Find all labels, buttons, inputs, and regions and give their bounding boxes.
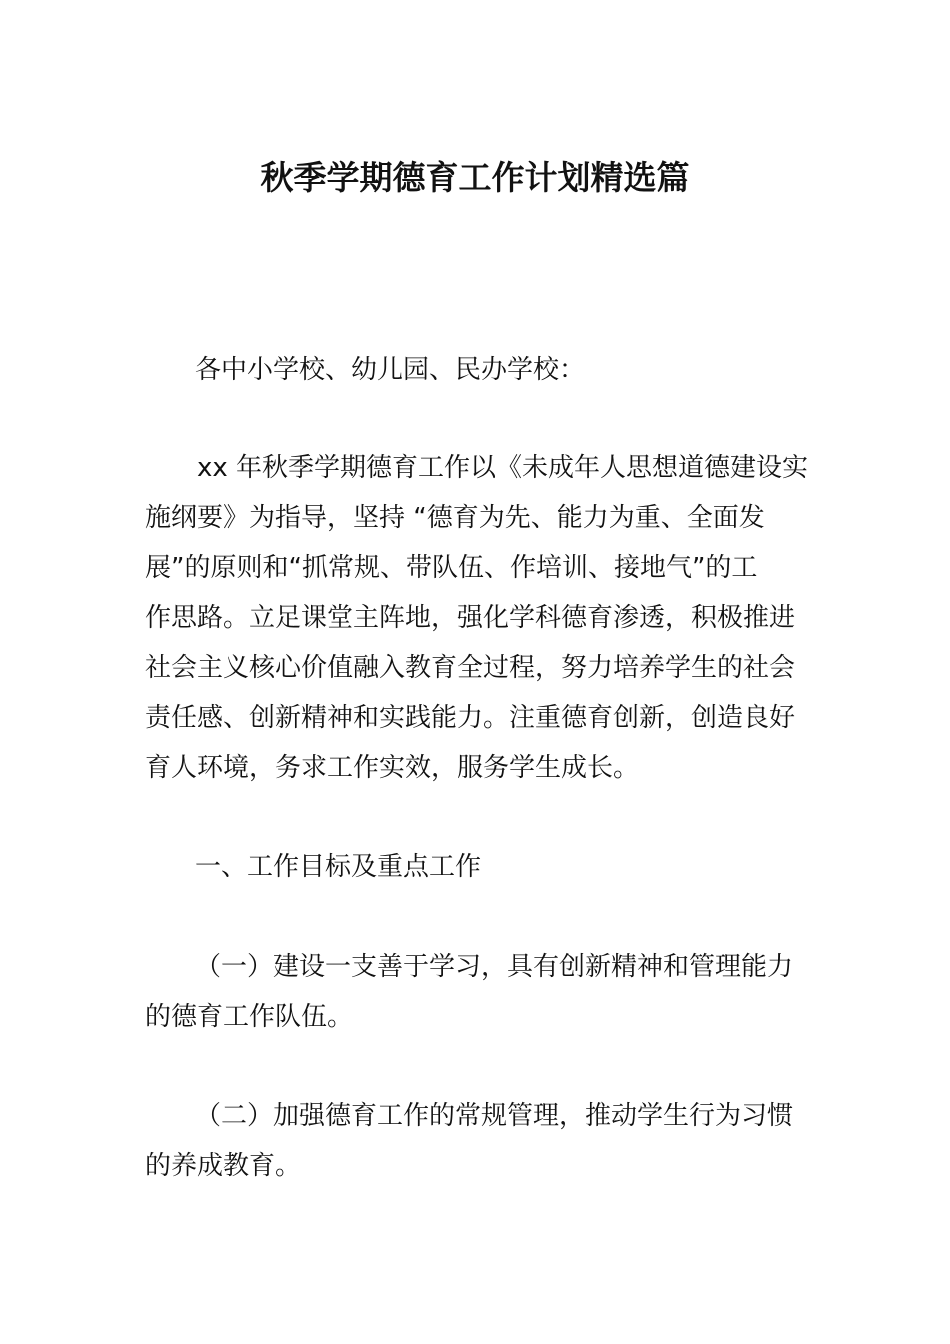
item-line: （一）建设一支善于学习，具有创新精神和管理能力 (195, 952, 794, 982)
intro-line: 育人环境，务求工作实效，服务学生成长。 (145, 753, 640, 783)
salutation: 各中小学校、幼儿园、民办学校： (195, 355, 586, 385)
item-line: 的养成教育。 (145, 1151, 302, 1181)
item-line: 的德育工作队伍。 (145, 1002, 354, 1032)
intro-line: 作思路。立足课堂主阵地，强化学科德育渗透，积极推进 (145, 603, 796, 633)
intro-line: 责任感、创新精神和实践能力。注重德育创新，创造良好 (145, 703, 796, 733)
work-item-1 (145, 942, 810, 1042)
intro-line: 展”的原则和“抓常规、带队伍、作培训、接地气”的工 (145, 553, 758, 583)
intro-line: 社会主义核心价值融入教育全过程，努力培养学生的社会 (145, 653, 796, 683)
item-line: （二）加强德育工作的常规管理，推动学生行为习惯 (195, 1101, 794, 1131)
intro-paragraph (145, 443, 810, 793)
intro-line: xx 年秋季学期德育工作以《未成年人思想道德建设实 (197, 453, 809, 483)
intro-line: 施纲要》为指导，坚持 “德育为先、能力为重、全面发 (145, 503, 765, 533)
work-item-2 (145, 1091, 810, 1191)
document-title: 秋季学期德育工作计划精选篇 (260, 158, 690, 197)
section-heading: 一、工作目标及重点工作 (195, 852, 482, 882)
